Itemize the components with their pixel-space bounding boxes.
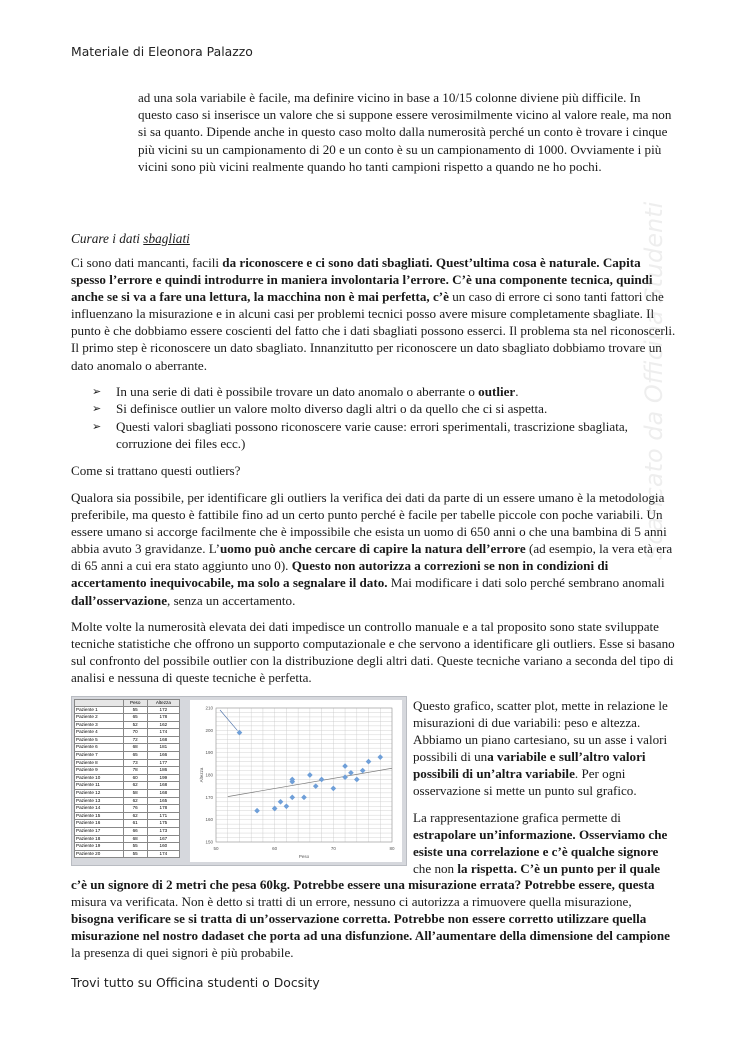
x-axis-label: Peso [298,854,310,859]
p4-text-c: bisogna verificare se si tratta di un’osservazione corretta. Potrebbe non essere corretto utilizzare quella misurazione nel nostro dadaset che porta ad una disfunzione. All’aumentare della dimensione del campione [71,911,670,944]
value-cell: 62 [123,782,147,790]
y-tick-label: 190 [205,750,213,756]
p2-text-b: uomo può anche cercare di capire la natura dell’errore [219,541,526,557]
data-point [377,754,383,760]
value-cell: 177 [147,759,179,767]
value-cell: 76 [123,805,147,813]
arrow-bullet-icon: ➢ [92,385,102,398]
arrow-bullet-icon: ➢ [92,402,102,416]
data-point [254,808,260,814]
data-point [319,777,325,783]
value-cell: 167 [147,835,179,843]
row-label-cell: Paziente 6 [75,744,124,752]
value-cell: 55 [123,843,147,851]
value-cell: 199 [147,774,179,782]
value-cell: 52 [123,721,147,729]
value-cell: 78 [123,767,147,775]
section-title-underlined: sbagliati [143,231,190,246]
value-cell: 70 [123,729,147,737]
data-point [272,806,278,812]
table-row [75,714,180,722]
scatter-plot [190,700,402,862]
value-cell: 174 [147,850,179,858]
table-row [75,820,180,828]
value-cell: 186 [147,767,179,775]
paragraph-verification [71,876,677,961]
x-tick-label: 50 [213,846,219,851]
row-label-cell: Paziente 9 [75,767,124,775]
bullet-bold-text: outlier [478,384,516,399]
x-tick-label: 80 [389,846,395,851]
bullet-text-end: . [515,384,519,399]
table-row [75,843,180,851]
value-cell: 58 [123,790,147,798]
row-label-cell: Paziente 10 [75,774,124,782]
section-title-text: Curare i dati [71,231,144,246]
data-point [307,772,313,778]
row-label-cell: Paziente 2 [75,714,124,722]
value-cell: 168 [147,790,179,798]
data-point [237,730,243,736]
data-point [331,786,337,792]
chart-description [413,697,679,800]
value-cell: 178 [147,805,179,813]
value-cell: 60 [123,774,147,782]
value-cell: 66 [123,828,147,836]
y-tick-label: 160 [205,817,213,823]
table-row [75,706,180,714]
value-cell: 171 [147,812,179,820]
table-row [75,790,180,798]
value-cell: 68 [123,835,147,843]
row-label-cell: Paziente 18 [75,835,124,843]
bullet-item [92,383,682,400]
table-row [75,759,180,767]
r1-text-c: . Per ogni osservazione si mette un punto sul grafico. [413,766,637,799]
paragraph-wrong-data [71,254,677,374]
value-cell: 178 [147,714,179,722]
r1-text-b: a variabile e sull’altro valori possibili di un’altra variabile [413,749,646,782]
p2-text-f: dall’osservazione [71,592,168,608]
y-tick-label: 200 [205,727,213,733]
outlier-bullet-list [92,383,682,452]
value-cell: 172 [147,706,179,714]
value-cell: 68 [123,744,147,752]
table-row [75,805,180,813]
table-row [75,767,180,775]
r1-text-a: Questo grafico, scatter plot, mette in relazione le misurazioni di due variabili: peso e altezza. Abbiamo un piano cartesiano, su un asse i valori possibili di un [413,698,668,765]
p4-text-a: c’è un signore di 2 metri che pesa 60kg. Potrebbe essere una misurazione errata? Potrebbe essere, questa [71,877,655,892]
value-cell: 175 [147,820,179,828]
row-label-cell: Paziente 15 [75,812,124,820]
data-point [354,777,360,783]
y-tick-label: 180 [205,772,213,778]
table-row [75,797,180,805]
value-cell: 166 [147,752,179,760]
row-label-cell: Paziente 5 [75,736,124,744]
table-row [75,752,180,760]
page-header: Materiale di Eleonora Palazzo [71,44,253,59]
table-row [75,729,180,737]
table-row [75,828,180,836]
chart-interpretation [413,809,679,877]
p2-text-c: (ad esempio, la vera età era di 65 anni a cui era stato aggiunto uno 0). [71,541,673,574]
table-row [75,782,180,790]
data-point [289,795,295,801]
value-cell: 162 [147,721,179,729]
paragraph-outlier-handling [71,489,677,609]
value-cell: 173 [147,828,179,836]
table-row [75,850,180,858]
value-cell: 65 [123,752,147,760]
value-cell: 181 [147,744,179,752]
data-point [301,795,307,801]
scatter-figure [71,696,407,866]
arrow-bullet-icon: ➢ [92,419,102,433]
value-cell: 165 [147,797,179,805]
p1-text-b: da riconoscere e ci sono dati sbagliati. Quest’ultima cosa è naturale. Capita spesso l’errore e quindi introdurre in maniera involontaria l’errore. C’è una componente tecnica, quindi anche se si va a fare una lettura, la macchina non è mai perfetta, c’è [71,255,653,305]
page-footer: Trovi tutto su Officina studenti o Docsity [71,975,320,990]
question-line: Come si trattano questi outliers? [71,463,241,478]
data-point [313,783,319,789]
y-tick-label: 150 [205,839,213,845]
data-point [284,803,290,809]
data-point [366,759,372,765]
value-cell: 174 [147,729,179,737]
watermark: Scaricato da Officina Studenti [640,201,668,560]
bullet-text: Questi valori sbagliati possono riconoscere varie cause: errori sperimentali, trascrizione sbagliata, corruzione dei files ecc.) [116,418,628,451]
intro-paragraph: ad una sola variabile è facile, ma definire vicino in base a 10/15 colonne diviene più difficile. In questo caso si inserisce un valore che si suppone essere verosimilmente vicino al valore reale, ma non si sa quanto. Dipende anche in questo caso molto dalla numerosità perché un conto è trovare i cinque più vicini su un campionamento di 20 e un conto è su un campionamento di 1000. Ovviamente i più vicini sono più vicini realmente quando ho tanti campioni rispetto a quando ne ho pochi. [138,90,672,174]
y-tick-label: 210 [205,705,213,711]
table-row [75,744,180,752]
bullet-item [92,418,682,453]
value-cell: 55 [123,706,147,714]
r2-text-b: estrapolare un’informazione. Osserviamo che esiste una correlazione e c’è qualche signore [413,827,668,860]
data-table [74,699,180,858]
row-label-cell: Paziente 14 [75,805,124,813]
row-label-cell: Paziente 20 [75,850,124,858]
value-cell: 62 [123,797,147,805]
value-cell: 168 [147,782,179,790]
bullet-text: Si definisce outlier un valore molto diverso dagli altri o da quello che ci si aspetta. [116,401,548,417]
row-label-cell: Paziente 19 [75,843,124,851]
value-cell: 65 [123,714,147,722]
p4-text-b: misura va verificata. Non è detto si tratti di un errore, nessuno ci autorizza a rimuovere quella misurazione, [71,894,632,910]
value-cell: 55 [123,850,147,858]
p2-text-d: Questo non autorizza a correzioni se non in condizioni di accertamento inequivocabile, ma solo a segnalare il dato. [71,558,609,591]
value-cell: 168 [147,736,179,744]
table-row [75,774,180,782]
value-cell: 62 [123,812,147,820]
bullet-text: In una serie di dati è possibile trovare un dato anomalo o aberrante o [116,384,479,399]
p1-text-c: un caso di errore ci sono tanti fattori che influenzano la misurazione e in alcuni casi per problemi tecnici posso avere misure completamente sbagliate. Il punto è che dobbiamo essere coscienti del fatto che i dati sbagliati possono esserci. Il problema sta nel riconoscerli. Il primo step è riconoscere un dato sbagliato. Innanzitutto per riconoscere un dato sbagliato dobbiamo trovare un dato anomalo o aberrante. [71,289,676,373]
table-row [75,835,180,843]
p2-text-a: Qualora sia possibile, per identificare gli outliers la verifica dei dati da parte di un essere umano è la metodologia preferibile, ma questo è fattibile fino ad un certo punto perché è facile per tabelle piccole con poche variabili. Un essere umano si accorge facilmente che è impossibile che esista un uomo di 650 anni o che una bambina di 5 anni abbia avuto 3 gravidanze. L’ [71,490,667,557]
data-point [278,799,284,805]
table-header: Peso [123,700,147,707]
y-tick-label: 170 [205,794,213,800]
value-cell: 72 [123,736,147,744]
outlier-annotation-line [220,710,237,731]
data-point [342,774,348,780]
row-label-cell: Paziente 4 [75,729,124,737]
p4-text-d: la presenza di quei signori è più probabile. [71,945,294,961]
row-label-cell: Paziente 8 [75,759,124,767]
paragraph-statistical-techniques: Molte volte la numerosità elevata dei dati impedisce un controllo manuale e a tal proposito sono state sviluppate tecniche statistiche che offrono un supporto computazionale e che servono a identificare gli outliers. Esse si basano sul confronto del possibile outlier con la distribuzione degli altri dati. Queste tecniche variano a seconda del tipo di analisi e nessuna di queste tecniche è perfetta. [71,619,675,686]
x-tick-label: 70 [330,846,336,851]
table-row [75,721,180,729]
p2-text-g: , senza un accertamento. [167,592,296,608]
data-point [342,763,348,769]
r2-text-c: che non [413,861,458,877]
x-tick-label: 60 [272,846,278,851]
y-axis-label: Altezza [199,767,204,783]
value-cell: 73 [123,759,147,767]
r2-text-a: La rappresentazione grafica permette di [413,810,621,825]
row-label-cell: Paziente 11 [75,782,124,790]
table-row [75,736,180,744]
row-label-cell: Paziente 3 [75,721,124,729]
row-label-cell: Paziente 7 [75,752,124,760]
row-label-cell: Paziente 16 [75,820,124,828]
row-label-cell: Paziente 17 [75,828,124,836]
table-row [75,812,180,820]
row-label-cell: Paziente 1 [75,706,124,714]
data-point [360,768,366,774]
row-label-cell: Paziente 12 [75,790,124,798]
bullet-item [92,400,682,417]
section-title [71,231,190,247]
row-label-cell: Paziente 13 [75,797,124,805]
value-cell: 160 [147,843,179,851]
table-header: Altezza [147,700,179,707]
p2-text-e: Mai modificare i dati solo perché sembrano anomali [387,575,665,591]
r2-text-d: la rispetta. C’è un punto per il quale [457,861,661,877]
p1-text-a: Ci sono dati mancanti, facili [71,255,223,270]
value-cell: 61 [123,820,147,828]
